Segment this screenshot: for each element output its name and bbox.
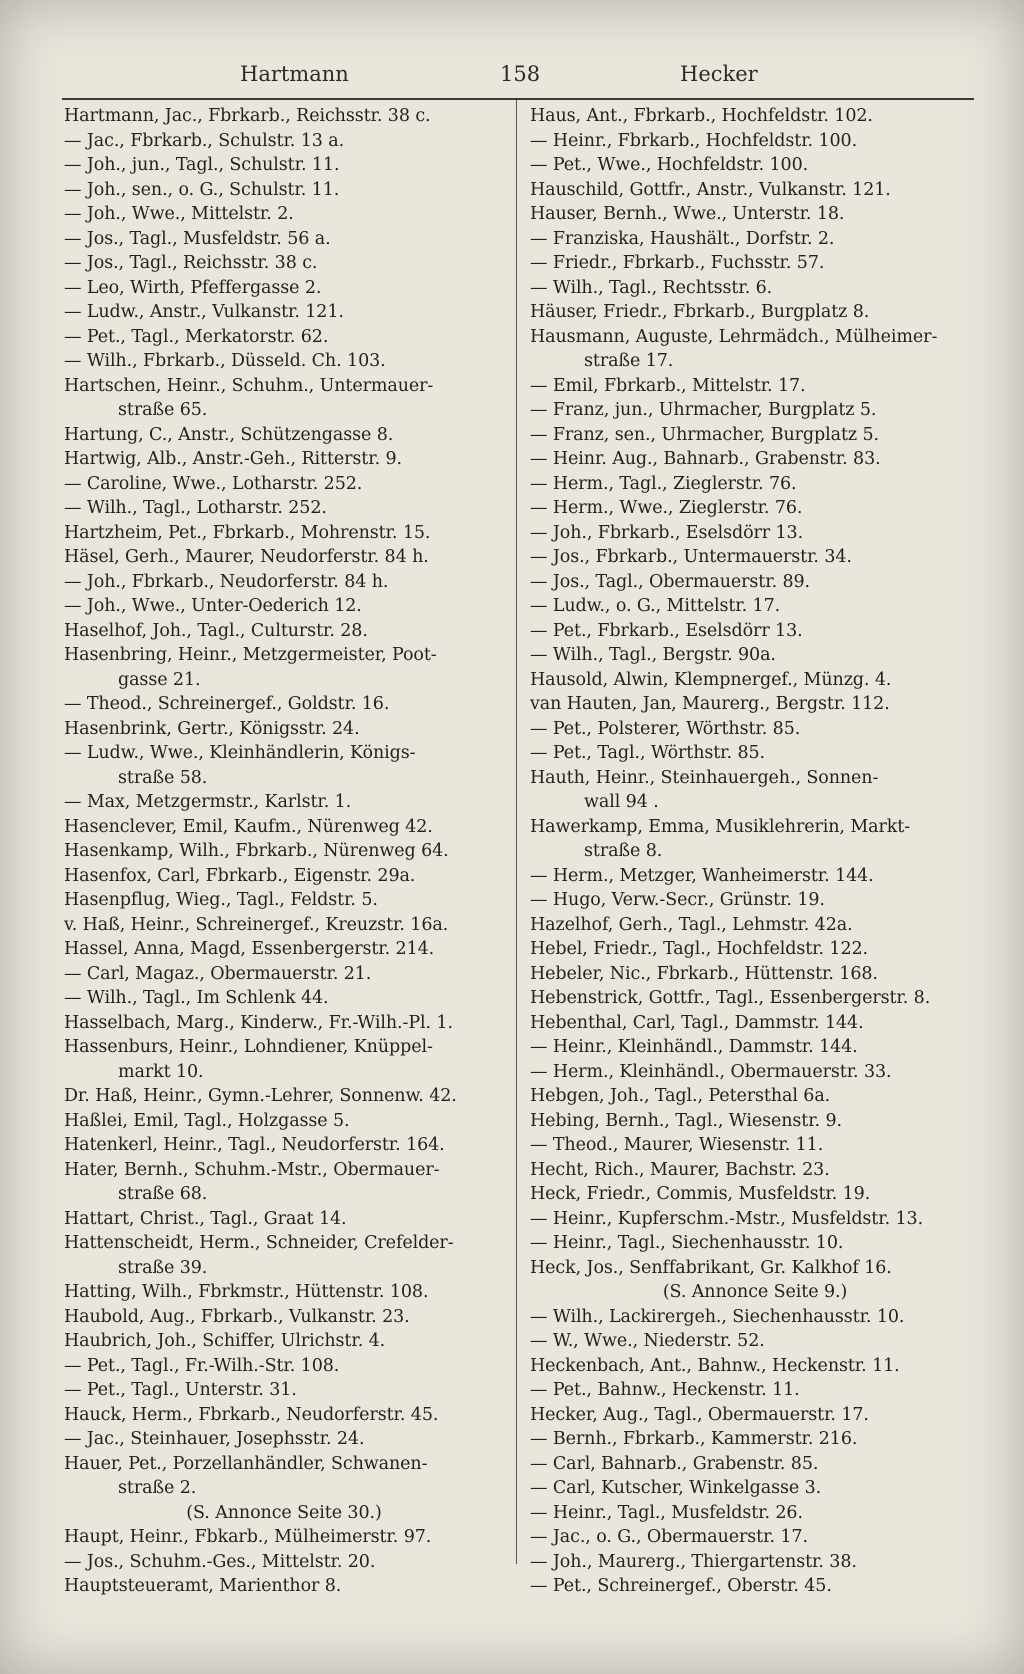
directory-entry: Haus, Ant., Fbrkarb., Hochfeldstr. 102. xyxy=(530,106,873,126)
directory-entry: — Ludw., Anstr., Vulkanstr. 121. xyxy=(64,302,344,322)
directory-entry: — Franziska, Haushält., Dorfstr. 2. xyxy=(530,228,835,249)
directory-entry: Hartwig, Alb., Anstr.-Geh., Ritterstr. 9. xyxy=(64,449,402,469)
directory-entry: — Pet., Bahnw., Heckenstr. 11. xyxy=(530,1380,800,1400)
directory-entry: — Joh., Wwe., Mittelstr. 2. xyxy=(64,204,294,224)
directory-entry: — Wilh., Tagl., Bergstr. 90a. xyxy=(530,645,776,665)
directory-entry: Hasenkamp, Wilh., Fbrkarb., Nürenweg 64. xyxy=(64,841,449,861)
directory-entry: Hazelhof, Gerh., Tagl., Lehmstr. 42a. xyxy=(530,914,853,935)
directory-entry: Heckenbach, Ant., Bahnw., Heckenstr. 11. xyxy=(530,1355,900,1376)
directory-entry: Hauser, Bernh., Wwe., Unterstr. 18. xyxy=(530,204,845,224)
directory-entry: — Joh., jun., Tagl., Schulstr. 11. xyxy=(64,155,340,175)
directory-entry: — W., Wwe., Niederstr. 52. xyxy=(530,1331,765,1351)
directory-entry: — Jos., Tagl., Musfeldstr. 56 a. xyxy=(64,228,331,249)
directory-entry: Hausold, Alwin, Klempnergef., Münzg. 4. xyxy=(530,669,892,690)
directory-entry: wall 94 . xyxy=(584,792,659,812)
directory-entry: — Pet., Tagl., Wörthstr. 85. xyxy=(530,743,765,763)
header-rule xyxy=(62,98,974,100)
directory-entry: — Heinr., Kleinhändl., Dammstr. 144. xyxy=(530,1037,858,1057)
directory-entry: Hasenpflug, Wieg., Tagl., Feldstr. 5. xyxy=(64,890,378,910)
directory-entry: Hatting, Wilh., Fbrkmstr., Hüttenstr. 108. xyxy=(64,1282,429,1302)
directory-entry: Haubrich, Joh., Schiffer, Ulrichstr. 4. xyxy=(64,1331,386,1351)
directory-entry: Hartzheim, Pet., Fbrkarb., Mohrenstr. 15. xyxy=(64,522,431,543)
directory-entry: — Friedr., Fbrkarb., Fuchsstr. 57. xyxy=(530,253,825,273)
directory-entry: Hauer, Pet., Porzellanhändler, Schwanen- xyxy=(64,1453,428,1474)
directory-entry: straße 39. xyxy=(118,1257,208,1278)
directory-entry: Hartmann, Jac., Fbrkarb., Reichsstr. 38 c. xyxy=(64,106,431,126)
directory-entry: — Herm., Tagl., Zieglerstr. 76. xyxy=(530,473,797,494)
directory-entry: (S. Annonce Seite 30.) xyxy=(186,1502,382,1523)
directory-entry: Hasenbrink, Gertr., Königsstr. 24. xyxy=(64,718,360,739)
directory-entry: — Jac., Fbrkarb., Schulstr. 13 a. xyxy=(64,130,345,151)
directory-entry: — Heinr., Fbrkarb., Hochfeldstr. 100. xyxy=(530,130,858,151)
directory-entry: — Joh., Wwe., Unter-Oederich 12. xyxy=(64,596,362,616)
directory-entry: Hasenbring, Heinr., Metzgermeister, Poot- xyxy=(64,645,437,665)
directory-entry: markt 10. xyxy=(118,1061,204,1082)
directory-entry: Hebel, Friedr., Tagl., Hochfeldstr. 122. xyxy=(530,939,868,959)
directory-entry: — Theod., Maurer, Wiesenstr. 11. xyxy=(530,1135,824,1155)
directory-entry: — Pet., Wwe., Hochfeldstr. 100. xyxy=(530,155,809,175)
directory-entry: van Hauten, Jan, Maurerg., Bergstr. 112. xyxy=(530,694,890,714)
directory-entry: Hattenscheidt, Herm., Schneider, Crefelder- xyxy=(64,1233,454,1253)
directory-entry: — Pet., Tagl., Fr.-Wilh.-Str. 108. xyxy=(64,1355,340,1376)
directory-entry: — Jac., o. G., Obermauerstr. 17. xyxy=(530,1527,808,1547)
directory-entry: — Wilh., Lackirergeh., Siechenhausstr. 10. xyxy=(530,1306,905,1327)
directory-entry: straße 58. xyxy=(118,767,208,788)
directory-entry: Hartschen, Heinr., Schuhm., Untermauer- xyxy=(64,375,434,396)
directory-entry: — Jos., Schuhm.-Ges., Mittelstr. 20. xyxy=(64,1551,376,1572)
directory-entry: Hebgen, Joh., Tagl., Petersthal 6a. xyxy=(530,1086,831,1106)
directory-entry: gasse 21. xyxy=(118,669,201,690)
directory-entry: — Pet., Schreinergef., Oberstr. 45. xyxy=(530,1576,832,1596)
directory-entry: — Theod., Schreinergef., Goldstr. 16. xyxy=(64,694,390,714)
directory-entry: — Pet., Tagl., Unterstr. 31. xyxy=(64,1380,297,1400)
directory-entry: — Herm., Wwe., Zieglerstr. 76. xyxy=(530,498,803,518)
directory-entry: straße 2. xyxy=(118,1478,197,1498)
directory-entry: — Pet., Tagl., Merkatorstr. 62. xyxy=(64,326,329,347)
directory-entry: Hasenfox, Carl, Fbrkarb., Eigenstr. 29a. xyxy=(64,865,416,886)
directory-entry: — Carl, Magaz., Obermauerstr. 21. xyxy=(64,963,372,984)
directory-entry: — Jos., Tagl., Obermauerstr. 89. xyxy=(530,571,811,592)
directory-entry: — Jac., Steinhauer, Josephsstr. 24. xyxy=(64,1429,365,1449)
directory-entry: Hatenkerl, Heinr., Tagl., Neudorferstr. 164. xyxy=(64,1135,445,1155)
directory-entry: — Heinr., Tagl., Musfeldstr. 26. xyxy=(530,1502,803,1523)
directory-entry: Heck, Friedr., Commis, Musfeldstr. 19. xyxy=(530,1184,871,1204)
directory-entry: — Franz, jun., Uhrmacher, Burgplatz 5. xyxy=(530,400,877,420)
directory-entry: — Herm., Kleinhändl., Obermauerstr. 33. xyxy=(530,1061,892,1082)
header-left-keyword: Hartmann xyxy=(240,62,349,86)
directory-entry: — Caroline, Wwe., Lotharstr. 252. xyxy=(64,473,363,494)
directory-entry: Hartung, C., Anstr., Schützengasse 8. xyxy=(64,424,394,445)
directory-entry: — Franz, sen., Uhrmacher, Burgplatz 5. xyxy=(530,424,879,445)
directory-entry: Haubold, Aug., Fbrkarb., Vulkanstr. 23. xyxy=(64,1306,410,1327)
directory-entry: — Carl, Kutscher, Winkelgasse 3. xyxy=(530,1478,822,1498)
directory-entry: — Joh., Fbrkarb., Eselsdörr 13. xyxy=(530,522,804,543)
directory-entry: — Wilh., Fbrkarb., Düsseld. Ch. 103. xyxy=(64,351,386,371)
directory-entry: — Herm., Metzger, Wanheimerstr. 144. xyxy=(530,865,874,886)
directory-entry: straße 17. xyxy=(584,351,674,371)
directory-entry: Hassenburs, Heinr., Lohndiener, Knüppel- xyxy=(64,1037,433,1057)
directory-entry: — Joh., sen., o. G., Schulstr. 11. xyxy=(64,179,340,200)
directory-entry: Haselhof, Joh., Tagl., Culturstr. 28. xyxy=(64,620,368,641)
directory-entry: — Ludw., Wwe., Kleinhändlerin, Königs- xyxy=(64,743,416,763)
directory-entry: Hauschild, Gottfr., Anstr., Vulkanstr. 121. xyxy=(530,179,891,200)
page-number: 158 xyxy=(500,62,541,86)
directory-entry: — Wilh., Tagl., Im Schlenk 44. xyxy=(64,988,329,1008)
page-header xyxy=(60,62,984,96)
directory-entry: Hater, Bernh., Schuhm.-Mstr., Obermauer- xyxy=(64,1159,440,1180)
directory-entry: Hassel, Anna, Magd, Essenbergerstr. 214. xyxy=(64,939,435,959)
directory-entry: Hasenclever, Emil, Kaufm., Nürenweg 42. xyxy=(64,816,433,837)
directory-entry: Heck, Jos., Senffabrikant, Gr. Kalkhof 16. xyxy=(530,1257,892,1278)
directory-entry: — Pet., Polsterer, Wörthstr. 85. xyxy=(530,718,801,739)
directory-entry: Hattart, Christ., Tagl., Graat 14. xyxy=(64,1208,347,1229)
directory-entry: Häsel, Gerh., Maurer, Neudorferstr. 84 h. xyxy=(64,547,429,567)
directory-entry: — Carl, Bahnarb., Grabenstr. 85. xyxy=(530,1453,819,1474)
directory-entry: Hasselbach, Marg., Kinderw., Fr.-Wilh.-Pl. 1. xyxy=(64,1012,453,1033)
directory-entry: — Wilh., Tagl., Lotharstr. 252. xyxy=(64,498,327,518)
directory-entry: — Joh., Fbrkarb., Neudorferstr. 84 h. xyxy=(64,571,389,592)
header-right-keyword: Hecker xyxy=(680,62,758,86)
directory-entry: straße 8. xyxy=(584,841,663,861)
directory-entry: Hauth, Heinr., Steinhauergeh., Sonnen- xyxy=(530,767,879,788)
directory-entry: — Jos., Fbrkarb., Untermauerstr. 34. xyxy=(530,547,852,567)
directory-entry: Hawerkamp, Emma, Musiklehrerin, Markt- xyxy=(530,816,911,837)
directory-entry: Hauck, Herm., Fbrkarb., Neudorferstr. 45. xyxy=(64,1404,439,1425)
directory-entry: — Hugo, Verw.-Secr., Grünstr. 19. xyxy=(530,890,825,910)
directory-entry: — Emil, Fbrkarb., Mittelstr. 17. xyxy=(530,375,806,396)
directory-entry: — Pet., Fbrkarb., Eselsdörr 13. xyxy=(530,620,803,641)
directory-entry: Hauptsteueramt, Marienthor 8. xyxy=(64,1576,342,1596)
directory-entry: Hebenthal, Carl, Tagl., Dammstr. 144. xyxy=(530,1012,864,1033)
directory-entry: — Heinr., Kupferschm.-Mstr., Musfeldstr. 13. xyxy=(530,1208,924,1229)
directory-entry: — Heinr. Aug., Bahnarb., Grabenstr. 83. xyxy=(530,449,881,469)
directory-entry: — Max, Metzgermstr., Karlstr. 1. xyxy=(64,792,352,812)
directory-entry: — Wilh., Tagl., Rechtsstr. 6. xyxy=(530,277,773,298)
directory-entry: (S. Annonce Seite 9.) xyxy=(662,1282,848,1302)
right-column xyxy=(530,104,980,1599)
directory-entry: Hausmann, Auguste, Lehrmädch., Mülheimer- xyxy=(530,326,938,347)
directory-entry: Haupt, Heinr., Fbkarb., Mülheimerstr. 97. xyxy=(64,1527,432,1547)
directory-entry: Hebing, Bernh., Tagl., Wiesenstr. 9. xyxy=(530,1110,842,1131)
directory-entry: Haßlei, Emil, Tagl., Holzgasse 5. xyxy=(64,1110,350,1131)
directory-entry: Häuser, Friedr., Fbrkarb., Burgplatz 8. xyxy=(530,302,870,322)
directory-entry: Hebeler, Nic., Fbrkarb., Hüttenstr. 168. xyxy=(530,963,878,984)
directory-entry: straße 65. xyxy=(118,400,208,420)
directory-entry: Hecht, Rich., Maurer, Bachstr. 23. xyxy=(530,1159,830,1180)
directory-entry: Hebenstrick, Gottfr., Tagl., Essenbergerstr. 8. xyxy=(530,988,931,1008)
directory-entry: Dr. Haß, Heinr., Gymn.-Lehrer, Sonnenw. 42. xyxy=(64,1086,457,1106)
directory-entry: — Ludw., o. G., Mittelstr. 17. xyxy=(530,596,781,616)
directory-entry: v. Haß, Heinr., Schreinergef., Kreuzstr. 16a. xyxy=(64,914,449,935)
column-divider xyxy=(516,100,517,1564)
directory-entry: — Bernh., Fbrkarb., Kammerstr. 216. xyxy=(530,1429,858,1449)
directory-entry: Hecker, Aug., Tagl., Obermauerstr. 17. xyxy=(530,1404,869,1425)
directory-entry: — Jos., Tagl., Reichsstr. 38 c. xyxy=(64,253,318,273)
directory-entry: — Heinr., Tagl., Siechenhausstr. 10. xyxy=(530,1233,844,1253)
directory-entry: straße 68. xyxy=(118,1184,208,1204)
left-column xyxy=(64,104,504,1599)
directory-entry: — Leo, Wirth, Pfeffergasse 2. xyxy=(64,277,322,298)
directory-entry: — Joh., Maurerg., Thiergartenstr. 38. xyxy=(530,1551,857,1572)
